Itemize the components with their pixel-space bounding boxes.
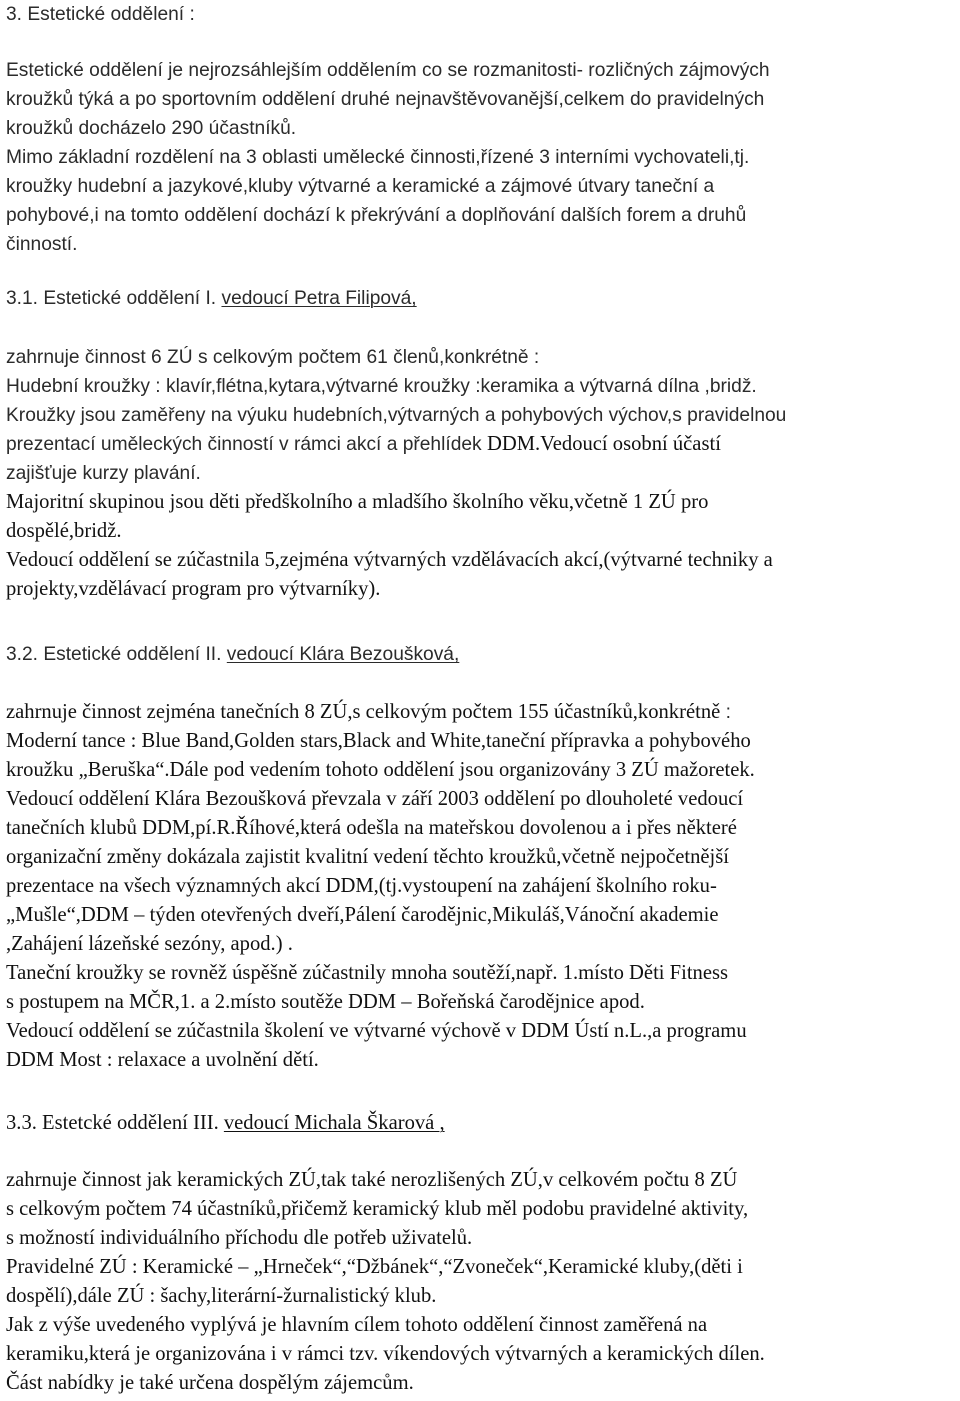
subsection-2-line: s postupem na MČR,1. a 2.místo soutěže DDM – Bořeňská čarodějnice apod. [6, 991, 645, 1013]
subsection-3-line: Pravidelné ZÚ : Keramické – „Hrneček“,“Džbánek“,“Zvoneček“,Keramické kluby,(děti i [6, 1256, 743, 1278]
subsection-2-leader: vedoucí Klára Bezoušková, [226, 644, 460, 665]
subsection-3-line: dospělí),dále ZÚ : šachy,literární-žurnalistický klub. [6, 1285, 437, 1307]
subsection-1-line: zajišťuje kurzy plavání. [6, 463, 201, 484]
subsection-3-line: zahrnuje činnost jak keramických ZÚ,tak také nerozlišených ZÚ,v celkovém počtu 8 ZÚ [6, 1169, 738, 1191]
subsection-3-line: s celkovým počtem 74 účastníků,přičemž keramický klub měl podobu pravidelné aktivity, [6, 1198, 749, 1220]
subsection-1-number: 3.1. Estetické oddělení I. [6, 288, 222, 309]
subsection-1-line: Kroužky jsou zaměřeny na výuku hudebních,výtvarných a pohybových výchov,s pravidelnou [6, 405, 787, 426]
subsection-1-line: Majoritní skupinou jsou děti předškolního a mladšího školního věku,včetně 1 ZÚ pro [6, 491, 709, 513]
subsection-2-line: kroužku „Beruška“.Dále pod vedením tohoto oddělení jsou organizovány 3 ZÚ mažoretek. [6, 759, 755, 781]
subsection-2-line: organizační změny dokázala zajistit kvalitní vedení těchto kroužků,včetně nejpočetnější [6, 846, 729, 868]
subsection-2-line: Vedoucí oddělení Klára Bezoušková převzala v září 2003 oddělení po dlouholeté vedoucí [6, 788, 744, 810]
subsection-3-body [6, 1166, 958, 1398]
subsection-2-line: „Mušle“,DDM – týden otevřených dveří,Pálení čarodějnic,Mikuláš,Vánoční akademie [6, 904, 719, 926]
subsection-2-line: DDM Most : relaxace a uvolnění dětí. [6, 1049, 319, 1071]
subsection-1-line: Vedoucí oddělení se zúčastnila 5,zejména výtvarných vzdělávacích akcí,(výtvarné techniky a [6, 549, 773, 571]
subsection-2-summary: zahrnuje činnost zejména tanečních 8 ZÚ,s celkovým počtem 155 účastníků,konkrétně [6, 701, 721, 723]
intro-line: kroužky hudební a jazykové,kluby výtvarné a keramické a zájmové útvary taneční a [6, 176, 715, 197]
subsection-3-line: Jak z výše uvedeného vyplývá je hlavním cílem tohoto oddělení činnost zaměřená na [6, 1314, 708, 1336]
intro-paragraph [6, 56, 958, 259]
intro-line: činností. [6, 234, 78, 255]
subsection-1-line: DDM.Vedoucí osobní účastí [486, 433, 721, 455]
subsection-2-line: Vedoucí oddělení se zúčastnila školení ve výtvarné výchově v DDM Ústí n.L.,a programu [6, 1020, 747, 1042]
subsection-3-heading [6, 1109, 958, 1138]
subsection-1-line: Hudební kroužky : klavír,flétna,kytara,výtvarné kroužky :keramika a výtvarná dílna ,bridž. [6, 376, 757, 397]
subsection-3-number: 3.3. Estetcké oddělení III. [6, 1112, 224, 1134]
subsection-3-line: Část nabídky je také určena dospělým zájemcům. [6, 1372, 414, 1394]
subsection-1-summary: zahrnuje činnost 6 ZÚ s celkovým počtem 61 členů,konkrétně : [6, 347, 540, 368]
heading-text: 3. Estetické oddělení : [6, 4, 195, 25]
subsection-2-line: Moderní tance : Blue Band,Golden stars,Black and White,taneční přípravka a pohybového [6, 730, 751, 752]
subsection-2-summary-colon: : [720, 702, 731, 723]
subsection-3-leader: vedoucí Michala Škarová , [223, 1112, 445, 1134]
subsection-2-line: Taneční kroužky se rovněž úspěšně zúčastnily mnoha soutěží,např. 1.místo Děti Fitness [6, 962, 729, 984]
intro-line: kroužků týká a po sportovním oddělení druhé nejnavštěvovanější,celkem do pravidelných [6, 89, 765, 110]
intro-line: pohybové,i na tomto oddělení dochází k překrývání a doplňování dalších forem a druhů [6, 205, 747, 226]
section-heading [6, 0, 958, 29]
subsection-1-body [6, 343, 958, 604]
subsection-2-line: prezentace na všech významných akcí DDM,(tj.vystoupení na zahájení školního roku- [6, 875, 717, 897]
subsection-2-number: 3.2. Estetické oddělení II. [6, 644, 227, 665]
subsection-1-line: prezentací uměleckých činností v rámci akcí a přehlídek [6, 434, 487, 455]
subsection-1-line: dospělé,bridž. [6, 520, 122, 542]
subsection-2-line: tanečních klubů DDM,pí.R.Říhové,která odešla na mateřskou dovolenou a i přes některé [6, 817, 737, 839]
subsection-3-line: s možností individuálního příchodu dle potřeb uživatelů. [6, 1227, 473, 1249]
subsection-1-heading [6, 284, 958, 313]
subsection-1-line: projekty,vzdělávací program pro výtvarníky). [6, 578, 381, 600]
subsection-1-leader: vedoucí Petra Filipová, [221, 288, 417, 309]
subsection-2-heading [6, 640, 958, 669]
intro-line: Estetické oddělení je nejrozsáhlejším oddělením co se rozmanitosti- rozličných zájmových [6, 60, 770, 81]
intro-line: Mimo základní rozdělení na 3 oblasti umělecké činnosti,řízené 3 interními vychovateli,tj. [6, 147, 750, 168]
subsection-2-line: ,Zahájení lázeňské sezóny, apod.) . [6, 933, 293, 955]
intro-line: kroužků docházelo 290 účastníků. [6, 118, 297, 139]
subsection-2-body [6, 698, 958, 1075]
subsection-3-line: keramiku,která je organizována i v rámci tzv. víkendových výtvarných a keramických dílen. [6, 1343, 765, 1365]
